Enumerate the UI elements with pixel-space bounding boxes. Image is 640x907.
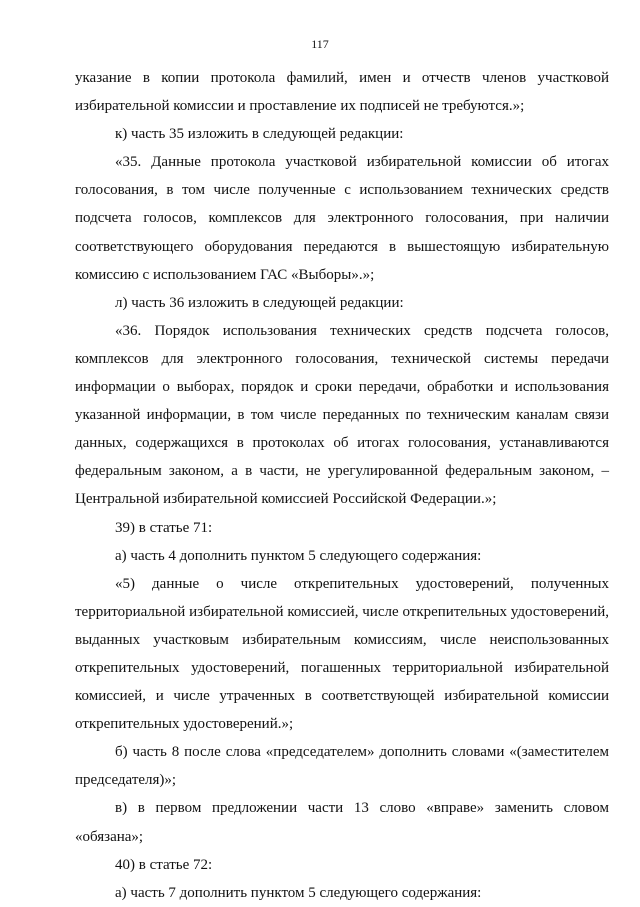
paragraph: указание в копии протокола фамилий, имен и отчеств членов участковой избирательной комиссии и проставление их подписей не требуются.»;	[75, 70, 609, 115]
paragraph: а) часть 4 дополнить пунктом 5 следующего содержания:	[115, 547, 482, 564]
paragraph: «35. Данные протокола участковой избирательной комиссии об итогах голосования, в том числе полученные с использованием технических средств подсчета голосов, комплексов для электронного голосования, при наличии соответствующего оборудования передаются в вышестоящую избирательную комиссию с использованием ГАС «Выборы».»;	[75, 154, 609, 283]
paragraph: л) часть 36 изложить в следующей редакции:	[115, 294, 404, 311]
paragraph: в) в первом предложении части 13 слово «вправе» заменить словом «обязана»;	[75, 800, 609, 845]
paragraph: 40) в статье 72:	[115, 856, 213, 873]
paragraph: «36. Порядок использования технических средств подсчета голосов, комплексов для электронного голосования, технической системы передачи информации о выборах, порядок и сроки передачи, обработки и использования указанной информации, в том числе переданных по техническим каналам связи данных, содержащихся в протоколах об итогах голосования, устанавливаются федеральным законом, а в части, не урегулированной федеральным законом, – Центральной избирательной комиссией Российской Федерации.»;	[75, 322, 609, 508]
paragraph: к) часть 35 изложить в следующей редакции:	[115, 126, 404, 143]
paragraph: б) часть 8 после слова «председателем» дополнить словами «(заместителем председателя)»;	[75, 744, 609, 789]
page-number: 117	[311, 37, 329, 51]
paragraph: 39) в статье 71:	[115, 519, 213, 536]
paragraph: «5) данные о числе открепительных удостоверений, полученных территориальной избирательной комиссией, числе открепительных удостоверений, выданных участковым избирательным комиссиям, числе неиспользованных открепительных удостоверений, погашенных территориальной избирательной комиссией, и числе утраченных в соответствующей избирательной комиссии открепительных удостоверений.»;	[75, 575, 609, 733]
paragraph: а) часть 7 дополнить пунктом 5 следующего содержания:	[115, 884, 482, 901]
document-body	[75, 64, 609, 907]
